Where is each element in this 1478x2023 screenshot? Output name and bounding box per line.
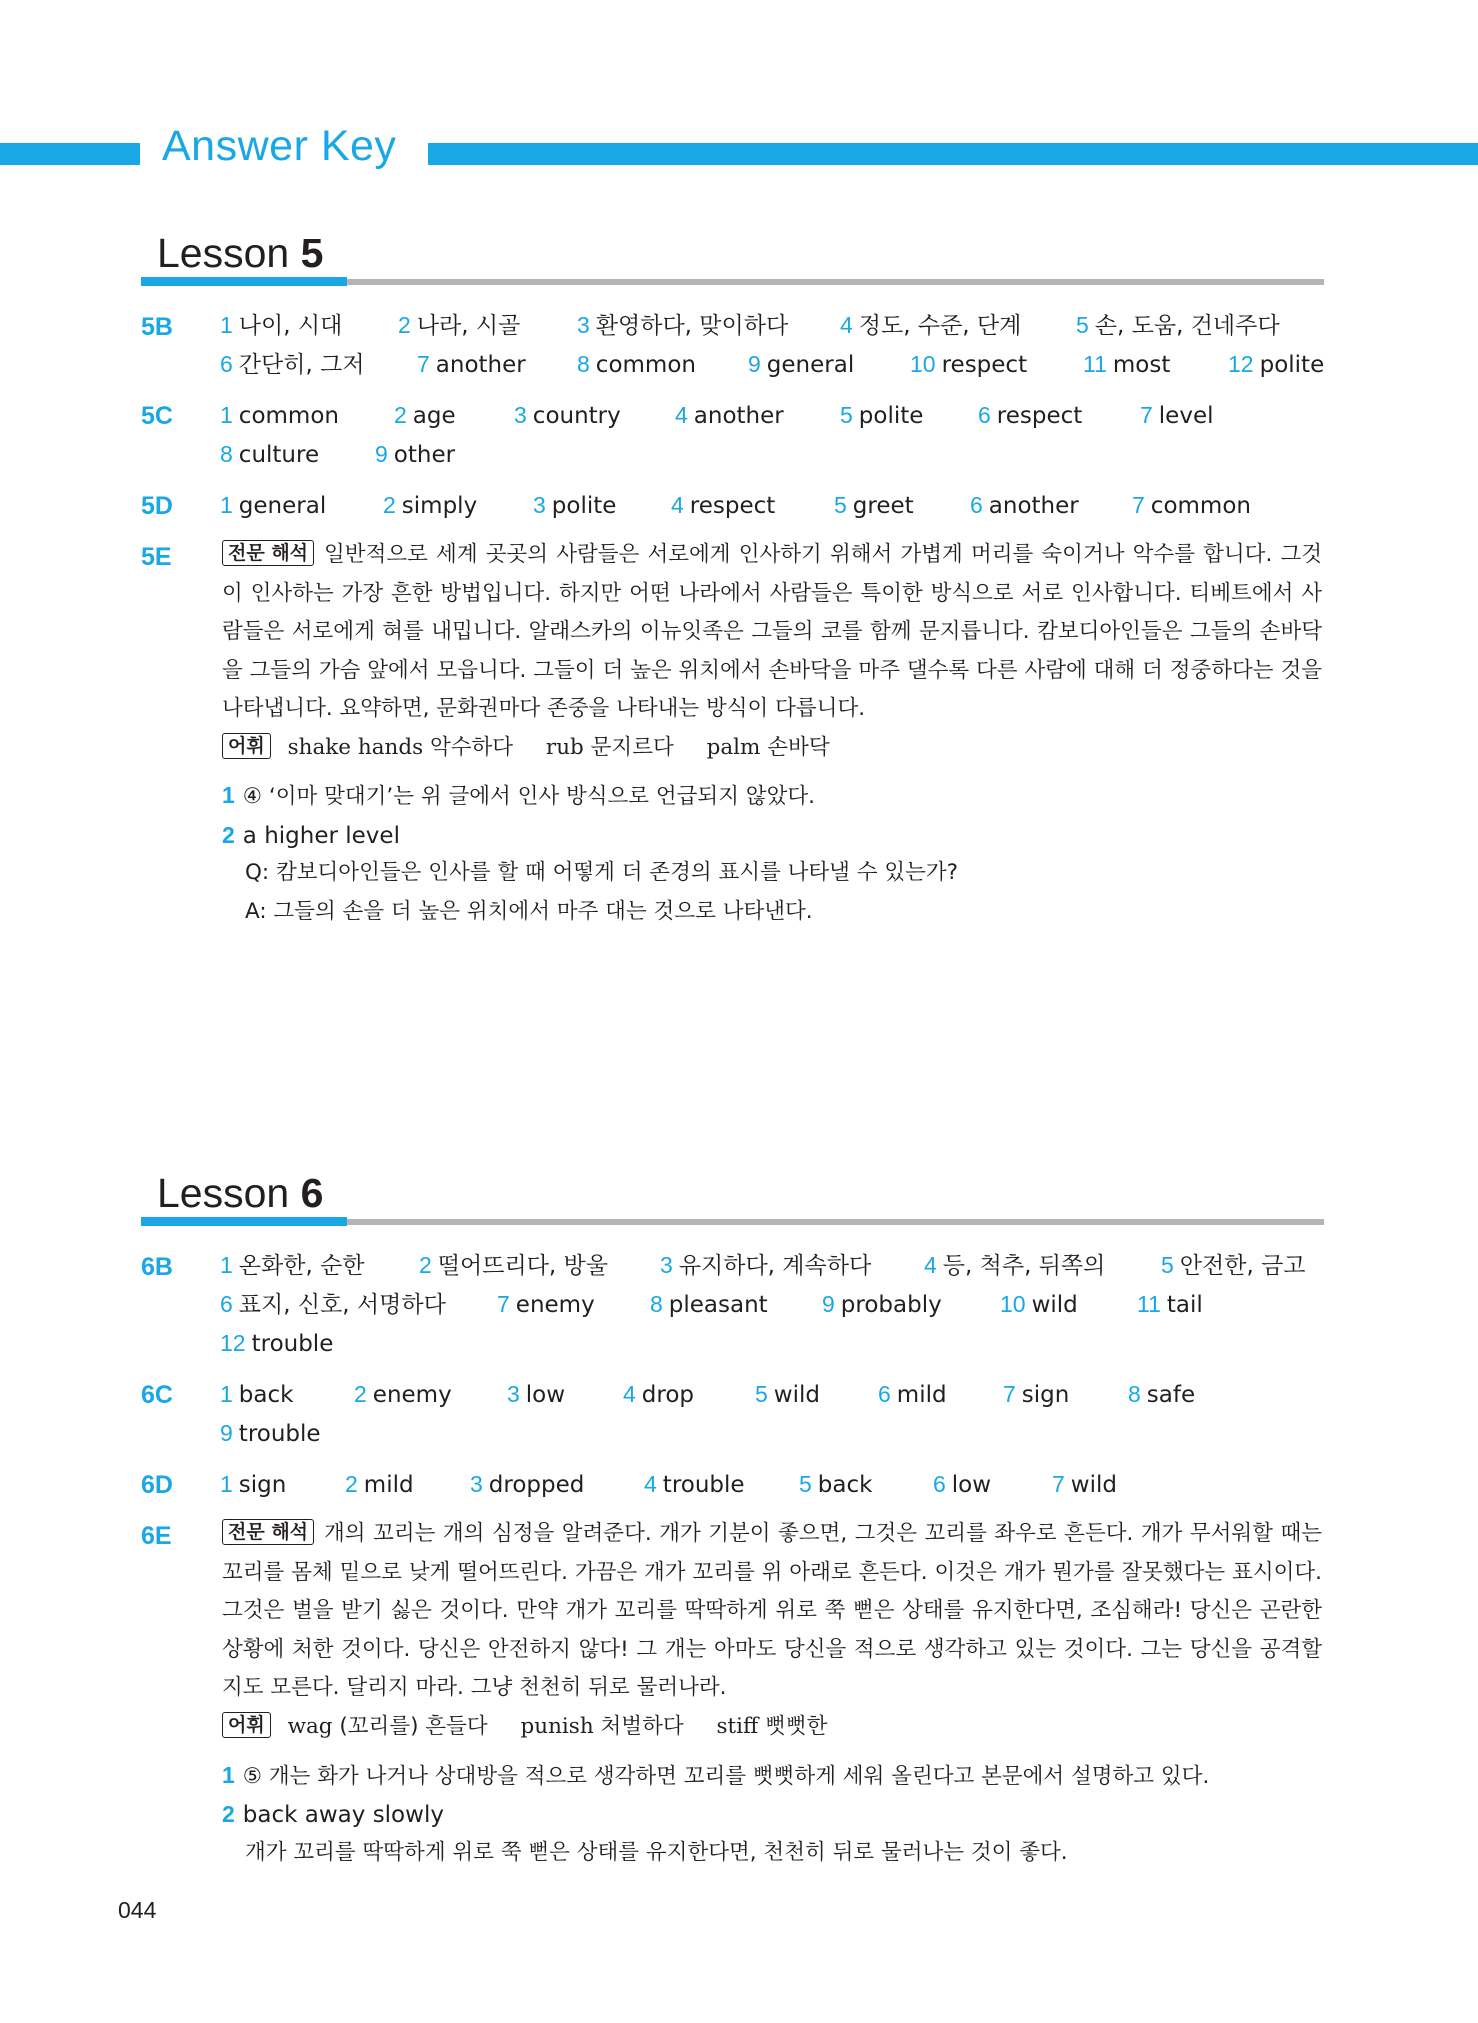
answer-item: 4 정도, 수준, 단계 <box>840 312 1022 339</box>
vocab-pair: rub 문지르다 <box>545 735 674 760</box>
vocab-pair: shake hands 악수하다 <box>287 735 514 760</box>
lesson5-title <box>157 228 323 278</box>
answer-item: 8 common <box>577 351 696 378</box>
exercise-label-5b: 5B <box>141 313 173 341</box>
answer-item: 6 respect <box>978 402 1083 429</box>
answer-item: 1 back <box>220 1381 294 1408</box>
page-number: 044 <box>118 1897 157 1923</box>
answer-item: 10 wild <box>1000 1291 1078 1318</box>
lesson5-rule-accent <box>141 277 347 286</box>
answer-item: 4 drop <box>623 1381 695 1408</box>
answer-item: 2 떨어뜨리다, 방울 <box>419 1252 608 1279</box>
page-title: Answer Key <box>162 122 397 170</box>
answer-item: 8 pleasant <box>650 1291 768 1318</box>
question-2-answer: 2 back away slowly <box>222 1801 444 1828</box>
question-1-answer: 1 ④ ‘이마 맞대기’는 위 글에서 인사 방식으로 언급되지 않았다. <box>222 782 815 809</box>
exercise-label-5d: 5D <box>141 492 173 520</box>
answer-item: 5 wild <box>755 1381 820 1408</box>
vocab-line-6e <box>222 1710 1322 1744</box>
full-translation-badge: 전문 해석 <box>222 540 314 566</box>
translation-paragraph-6e <box>222 1515 1322 1708</box>
answer-item: 2 나라, 시골 <box>398 312 521 339</box>
answer-item: 7 sign <box>1003 1381 1070 1408</box>
answer-item: 2 age <box>394 402 456 429</box>
answer-item: 3 low <box>507 1381 566 1408</box>
answer-item: 4 trouble <box>644 1471 745 1498</box>
header-bar-left <box>0 143 140 165</box>
answer-item: 6 표지, 신호, 서명하다 <box>220 1291 446 1318</box>
full-translation-badge: 전문 해석 <box>222 1519 314 1545</box>
answer-item: 3 유지하다, 계속하다 <box>660 1252 872 1279</box>
answer-item: 6 another <box>970 492 1079 519</box>
lesson5-rule-gray <box>347 279 1324 285</box>
answers-6d-row1 <box>220 1467 1330 1501</box>
lesson5-title-word: Lesson <box>157 230 290 276</box>
exercise-label-6e: 6E <box>141 1522 172 1550</box>
question-2-answer: 2 a higher level <box>222 822 400 849</box>
answers-5c-row2 <box>220 437 1330 471</box>
answer-item: 1 온화한, 순한 <box>220 1252 365 1279</box>
lesson5-title-number: 5 <box>300 230 324 276</box>
exercise-label-5c: 5C <box>141 402 173 430</box>
question-2-q: Q: 캄보디아인들은 인사를 할 때 어떻게 더 존경의 표시를 나타낼 수 있는가? <box>245 860 959 885</box>
vocab-badge: 어휘 <box>222 1712 271 1738</box>
answer-item: 9 probably <box>822 1291 942 1318</box>
answer-item: 1 sign <box>220 1471 287 1498</box>
header-bar-right <box>428 143 1478 165</box>
answers-6c-row2 <box>220 1416 1330 1450</box>
exercise-label-5e: 5E <box>141 543 172 571</box>
exercise-label-6d: 6D <box>141 1471 173 1499</box>
answer-item: 2 mild <box>345 1471 414 1498</box>
answer-item: 4 respect <box>671 492 776 519</box>
answer-item: 6 mild <box>878 1381 947 1408</box>
vocab-pair: punish 처벌하다 <box>520 1714 684 1739</box>
answer-item: 6 간단히, 그저 <box>220 351 365 378</box>
answer-item: 12 trouble <box>220 1330 334 1357</box>
vocab-pair: palm 손바닥 <box>706 735 830 760</box>
answer-item: 1 나이, 시대 <box>220 312 343 339</box>
answer-item: 10 respect <box>910 351 1028 378</box>
answer-item: 5 안전한, 금고 <box>1161 1252 1306 1279</box>
answer-item: 1 general <box>220 492 327 519</box>
vocab-pair: stiff 뻣뻣한 <box>716 1714 828 1739</box>
answer-item: 9 other <box>375 441 456 468</box>
answer-item: 1 common <box>220 402 339 429</box>
lesson6-title-number: 6 <box>300 1170 324 1216</box>
answer-item: 3 환영하다, 맞이하다 <box>577 312 789 339</box>
answer-item: 8 safe <box>1128 1381 1196 1408</box>
translation-text: 일반적으로 세계 곳곳의 사람들은 서로에게 인사하기 위해서 가볍게 머리를 숙이거나 악수를 합니다. 그것이 인사하는 가장 흔한 방법입니다. 하지만 어떤 나라에서 사람들은 특이한 방식으로 서로 인사합니다. 티베트에서 사람들은 서로에게 혀를 내밉니다. 알래스카의 이뉴잇족은 그들의 코를 함께 문지릅니다. 캄보디아인들은 그들의 손바닥을 그들의 가슴 앞에서 모읍니다. 그들이 더 높은 위치에서 손바닥을 마주 댈수록 다른 사람에 대해 더 정중하다는 것을 나타냅니다. 요약하면, 문화권마다 존중을 나타내는 방식이 다릅니다. <box>222 542 1322 721</box>
answer-item: 2 enemy <box>354 1381 452 1408</box>
translation-paragraph-5e <box>222 536 1322 729</box>
exercise-label-6c: 6C <box>141 1381 173 1409</box>
answer-item: 7 another <box>417 351 526 378</box>
answers-6c-row1 <box>220 1377 1330 1411</box>
translation-text: 개의 꼬리는 개의 심정을 알려준다. 개가 기분이 좋으면, 그것은 꼬리를 좌우로 흔든다. 개가 무서워할 때는 꼬리를 몸체 밑으로 낮게 떨어뜨린다. 가끔은 개가 꼬리를 위 아래로 흔든다. 이것은 개가 뭔가를 잘못했다는 표시이다. 그것은 벌을 받기 싫은 것이다. 만약 개가 꼬리를 딱딱하게 위로 쭉 뻗은 상태를 유지한다면, 조심해라! 당신은 곤란한 상황에 처한 것이다. 당신은 안전하지 않다! 그 개는 아마도 당신을 적으로 생각하고 있는 것이다. 그는 당신을 공격할지도 모른다. 달리지 마라. 그냥 천천히 뒤로 물러나라. <box>222 1521 1322 1700</box>
answer-item: 7 common <box>1132 492 1251 519</box>
lesson6-title <box>157 1168 323 1218</box>
lesson6-title-word: Lesson <box>157 1170 290 1216</box>
answer-item: 7 wild <box>1052 1471 1117 1498</box>
question-1-answer: 1 ⑤ 개는 화가 나거나 상대방을 적으로 생각하면 꼬리를 뻣뻣하게 세워 올린다고 본문에서 설명하고 있다. <box>222 1762 1210 1789</box>
answer-item: 5 손, 도움, 건네주다 <box>1076 312 1280 339</box>
answer-item: 11 most <box>1083 351 1171 378</box>
answer-item: 6 low <box>933 1471 992 1498</box>
answers-5d-row1 <box>220 488 1330 522</box>
answer-item: 4 등, 척추, 뒤쪽의 <box>924 1252 1106 1279</box>
answer-item: 5 polite <box>840 402 924 429</box>
answers-5b-row2 <box>220 347 1330 381</box>
lesson6-rule-gray <box>347 1219 1324 1225</box>
answer-item: 3 country <box>514 402 621 429</box>
answer-item: 5 back <box>799 1471 873 1498</box>
answers-6b-row1 <box>220 1248 1330 1282</box>
answer-item: 2 simply <box>383 492 478 519</box>
vocab-line-5e <box>222 731 1322 765</box>
answers-5b-row1 <box>220 308 1330 342</box>
answer-item: 4 another <box>675 402 784 429</box>
answer-item: 9 general <box>748 351 855 378</box>
answer-item: 3 dropped <box>470 1471 585 1498</box>
answers-5c-row1 <box>220 398 1330 432</box>
vocab-pair: wag (꼬리를) 흔들다 <box>287 1714 488 1739</box>
answer-item: 3 polite <box>533 492 617 519</box>
answer-item: 5 greet <box>834 492 914 519</box>
answer-item: 7 level <box>1140 402 1214 429</box>
lesson6-rule-accent <box>141 1217 347 1226</box>
question-2-explanation: 개가 꼬리를 딱딱하게 위로 쭉 뻗은 상태를 유지한다면, 천천히 뒤로 물러나는 것이 좋다. <box>245 1840 1068 1865</box>
answer-item: 12 polite <box>1228 351 1325 378</box>
answers-6b-row2 <box>220 1287 1330 1321</box>
answer-item: 8 culture <box>220 441 320 468</box>
answer-item: 11 tail <box>1137 1291 1203 1318</box>
answer-item: 7 enemy <box>497 1291 595 1318</box>
answer-item: 9 trouble <box>220 1420 321 1447</box>
question-2-a: A: 그들의 손을 더 높은 위치에서 마주 대는 것으로 나타낸다. <box>245 899 813 924</box>
exercise-label-6b: 6B <box>141 1253 173 1281</box>
vocab-badge: 어휘 <box>222 733 271 759</box>
answers-6b-row3 <box>220 1326 1330 1360</box>
